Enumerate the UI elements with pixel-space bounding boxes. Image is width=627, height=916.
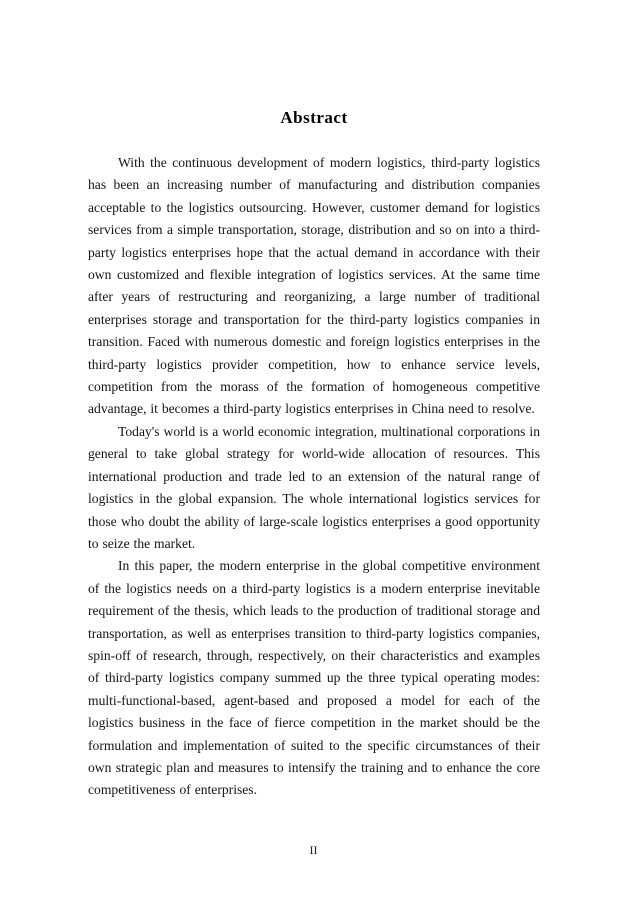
abstract-body xyxy=(88,152,540,802)
page-title: Abstract xyxy=(280,108,348,127)
abstract-paragraph: Today's world is a world economic integration, multinational corporations in general to take global strategy for world-wide allocation of resources. This international production and trade led to an extension of the natural range of logistics in the global expansion. The whole international logistics services for those who doubt the ability of large-scale logistics enterprises a good opportunity to seize the market. xyxy=(88,423,540,551)
abstract-paragraph: In this paper, the modern enterprise in the global competitive environment of the logistics needs on a third-party logistics is a modern enterprise inevitable requirement of the thesis, which leads to the production of traditional storage and transportation, as well as enterprises transition to third-party logistics companies, spin-off of research, through, respectively, on their characteristics and examples of third-party logistics company summed up the three typical operating modes: multi-functional-based, agent-based and proposed a model for each of the logistics business in the face of fierce competition in the market should be the formulation and implementation of suited to the specific circumstances of their own strategic plan and measures to intensify the training and to enhance the core competitiveness of enterprises. xyxy=(88,558,540,798)
page-number: II xyxy=(309,843,318,857)
abstract-paragraph: With the continuous development of modern logistics, third-party logistics has been an increasing number of manufacturing and distribution companies acceptable to the logistics outsourcing. However, customer demand for logistics services from a simple transportation, storage, distribution and so on into a third-party logistics enterprises hope that the actual demand in accordance with their own customized and flexible integration of logistics services. At the same time after years of restructuring and reorganizing, a large number of traditional enterprises storage and transportation for the third-party logistics companies in transition. Faced with numerous domestic and foreign logistics enterprises in the third-party logistics provider competition, how to enhance service levels, competition from the morass of the formation of homogeneous competitive advantage, it becomes a third-party logistics enterprises in China need to resolve. xyxy=(88,155,540,417)
